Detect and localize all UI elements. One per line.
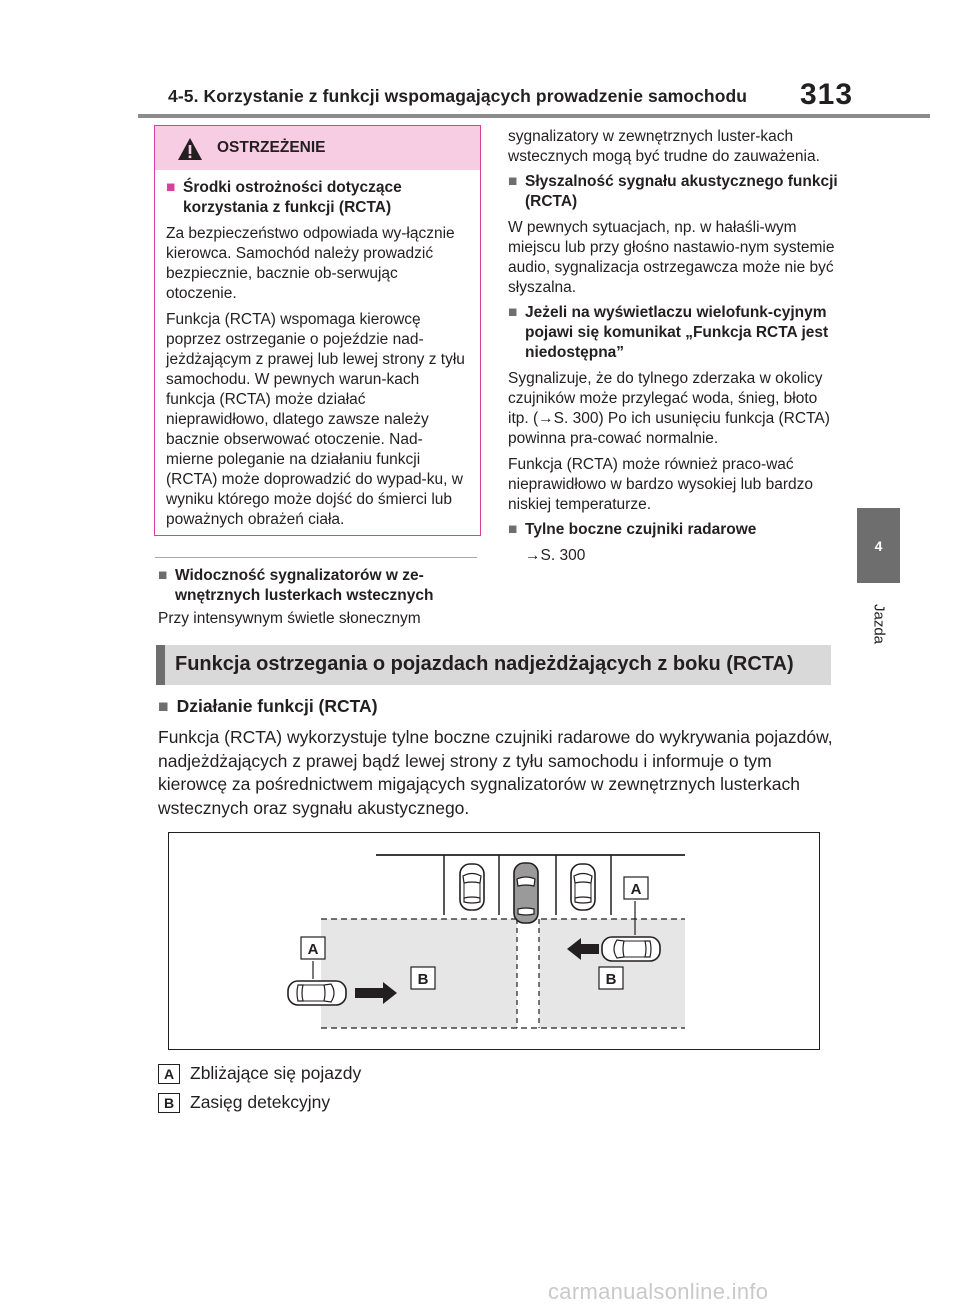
own-car — [514, 863, 538, 923]
warning-header — [155, 126, 480, 170]
cross-reference: →S. 300 — [525, 547, 586, 564]
parked-car — [571, 864, 595, 910]
header-rule — [138, 114, 930, 118]
square-bullet-icon: ■ — [158, 567, 168, 584]
figure-label-b: B — [417, 971, 429, 988]
square-bullet-icon: ■ — [158, 696, 169, 716]
legend-item-a — [158, 1063, 361, 1084]
left-column — [158, 557, 478, 629]
warning-paragraph: Funkcja (RCTA) wspomaga kierowcę poprzez ostrzeganie o pojeździe nad-jeżdżającym z prawej lub lewej strony z tyłu samochodu. W pewnych warun-kach funkcja (RCTA) może działać nieprawidłowo, dlatego zawsze należy bacznie obserwować otoczenie. Nad-mierne poleganie na działaniu funkcji (RCTA) może doprowadzić do wypad-ku, w wyniku którego może dojść do śmierci lub poważnych obrażeń ciała. — [166, 311, 465, 528]
subheading: ■ Słyszalność sygnału akustycznego funkcji (RCTA) — [508, 173, 838, 210]
warning-paragraph: Za bezpieczeństwo odpowiada wy-łącznie kierowca. Samochód należy prowadzić bezpiecznie, bacznie ob-serwując otoczenie. — [166, 225, 455, 302]
square-bullet-icon: ■ — [508, 521, 518, 538]
warning-triangle-icon — [177, 137, 203, 161]
right-column — [508, 127, 838, 566]
main-paragraph: Funkcja (RCTA) wykorzystuje tylne boczne czujniki radarowe do wykrywania pojazdów, nadjeżdżających z prawej bądź lewej strony z tyłu samochodu i informuje o tym kierowcę za pośrednictwem migających sygnalizatorów w zewnętrznych lusterkach wstecznych oraz sygnału akustycznego. — [158, 727, 833, 819]
divider — [155, 557, 477, 558]
warning-subheading: ■ Środki ostrożności dotyczące korzystania z funkcji (RCTA) — [166, 179, 402, 216]
rcta-diagram — [169, 833, 821, 1051]
main-subheading: ■ Działanie funkcji (RCTA) — [158, 696, 378, 716]
approaching-car-right — [602, 937, 660, 961]
subheading: ■ Tylne boczne czujniki radarowe — [508, 521, 757, 538]
square-bullet-icon: ■ — [508, 173, 518, 190]
rcta-illustration — [168, 832, 820, 1050]
paragraph: Przy intensywnym świetle słonecznym — [158, 610, 421, 627]
square-bullet-icon: ■ — [508, 304, 518, 321]
approaching-car-left — [288, 981, 346, 1005]
page-number: 313 — [800, 78, 854, 111]
paragraph: sygnalizatory w zewnętrznych luster-kach wstecznych mogą być trudne do zauważenia. — [508, 128, 820, 165]
square-bullet-icon: ■ — [166, 179, 176, 196]
parked-car — [460, 864, 484, 910]
warning-box — [154, 125, 481, 536]
legend-key-b: B — [158, 1093, 180, 1113]
legend-text: Zasięg detekcyjny — [190, 1092, 331, 1112]
legend-item-b — [158, 1092, 330, 1113]
figure-label-a: A — [630, 881, 642, 898]
legend-text: Zbliżające się pojazdy — [190, 1063, 362, 1083]
subheading: ■ Jeżeli na wyświetlaczu wielofunk-cyjnym pojawi się komunikat „Funkcja RCTA jest niedostępna” — [508, 304, 829, 361]
chapter-label: Jazda — [870, 603, 888, 645]
chapter-tab: 4 — [857, 508, 900, 583]
watermark: carmanualsonline.info — [548, 1279, 769, 1304]
figure-label-a: A — [307, 941, 319, 958]
figure-label-b: B — [605, 971, 617, 988]
paragraph: W pewnych sytuacjach, np. w hałaśli-wym miejscu lub przy głośno nastawio-nym systemie audio, sygnalizacja ostrzegawcza może nie być słyszalna. — [508, 219, 835, 296]
warning-title: OSTRZEŻENIE — [217, 139, 326, 156]
paragraph: Sygnalizuje, że do tylnego zderzaka w okolicy czujników może przylegać woda, śnieg, błoto itp. (→S. 300) Po ich usunięciu funkcja (RCTA) powinna pra-cować normalnie. — [508, 370, 830, 447]
legend-key-a: A — [158, 1064, 180, 1084]
section-title-banner: Funkcja ostrzegania o pojazdach nadjeżdżających z boku (RCTA) — [156, 645, 831, 685]
running-header-title: 4-5. Korzystanie z funkcji wspomagających prowadzenie samochodu — [168, 86, 748, 106]
paragraph: Funkcja (RCTA) może również praco-wać nieprawidłowo w bardzo wysokiej lub bardzo niskiej temperaturze. — [508, 456, 813, 513]
subheading: ■ Widoczność sygnalizatorów w ze-wnętrznych lusterkach wstecznych — [158, 567, 434, 604]
